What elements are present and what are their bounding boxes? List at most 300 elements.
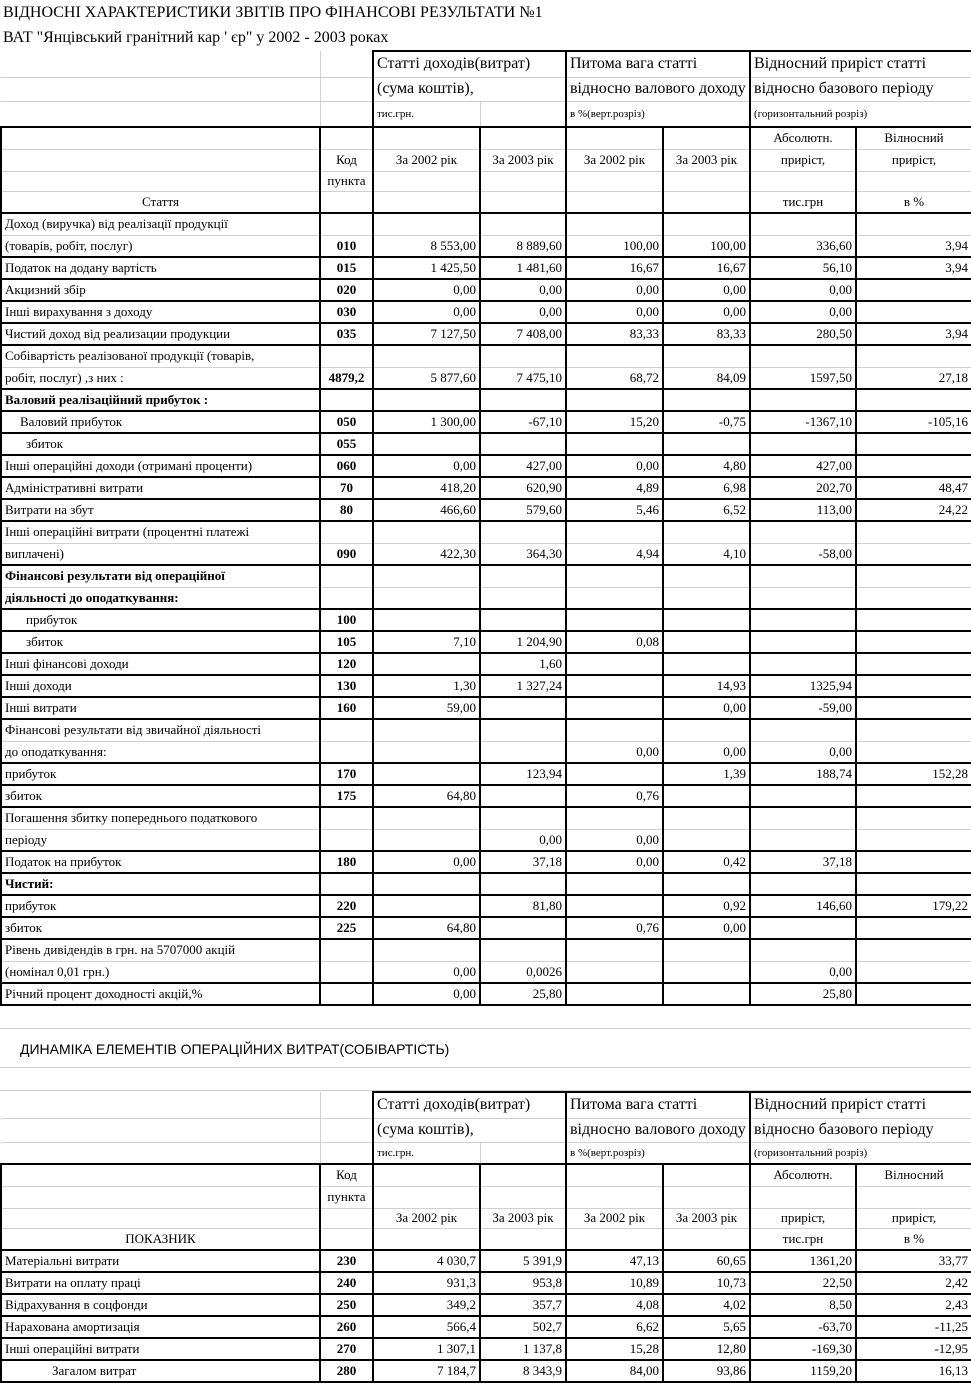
cell-code xyxy=(320,587,373,609)
cell-rel xyxy=(856,543,971,565)
table-body xyxy=(1,213,971,1005)
col-share-2003-header: За 2003 рік xyxy=(663,149,750,171)
cell-code: 80 xyxy=(320,499,373,521)
cell-s2003: 93,86 xyxy=(663,1360,750,1382)
cell-s2002: 0,00 xyxy=(566,455,663,477)
row-label: Інші витрати xyxy=(1,697,320,719)
table-row xyxy=(1,785,971,807)
cell-v2003: 427,00 xyxy=(480,455,566,477)
cell-code: 4879,2 xyxy=(320,367,373,389)
cell-v2003: -67,10 xyxy=(480,411,566,433)
table-row-cont xyxy=(1,829,971,851)
cell-s2003: 100,00 xyxy=(663,235,750,257)
cell-abs: 1597,50 xyxy=(750,367,856,389)
cell-code xyxy=(320,983,373,1005)
cell-v2003: 1,60 xyxy=(480,653,566,675)
cell-rel xyxy=(856,785,971,807)
table-row-cont xyxy=(1,961,971,983)
financial-results-table xyxy=(0,50,971,1006)
row-label: Нарахована амортизація xyxy=(1,1316,320,1338)
s2-item-header: ПОКАЗНИК xyxy=(1,1228,320,1250)
cell-s2003 xyxy=(663,983,750,1005)
cell-s2002: 0,08 xyxy=(566,631,663,653)
cell-s2002 xyxy=(566,653,663,675)
s2-growth-unit: (горизонтальний розріз) xyxy=(750,1142,971,1164)
cell-v2002: 1 300,00 xyxy=(373,411,480,433)
cell-v2003: 0,0026 xyxy=(480,961,566,983)
cell-abs: 0,00 xyxy=(750,301,856,323)
table-row xyxy=(1,345,971,367)
cell-v2002: 349,2 xyxy=(373,1294,480,1316)
cell-rel xyxy=(856,697,971,719)
row-label: Рівень дивідендів в грн. на 5707000 акцій xyxy=(1,939,320,961)
s2-rel-growth-header-3: в % xyxy=(856,1228,971,1250)
rel-growth-header-1: Вілносний xyxy=(856,127,971,149)
cell-v2002: 466,60 xyxy=(373,499,480,521)
cell-s2002 xyxy=(566,675,663,697)
cell-rel: 24,22 xyxy=(856,499,971,521)
cell-code: 160 xyxy=(320,697,373,719)
cell-v2003: 8 343,9 xyxy=(480,1360,566,1382)
s2-rel-growth-header-2: приріст, xyxy=(856,1208,971,1228)
row-label-cont: діяльності до оподаткування: xyxy=(1,587,320,609)
cell-s2003 xyxy=(663,587,750,609)
cell-s2003: 1,39 xyxy=(663,763,750,785)
row-label: збиток xyxy=(1,433,320,455)
cell-abs: -58,00 xyxy=(750,543,856,565)
cell-s2003: 6,52 xyxy=(663,499,750,521)
s2-articles-header: Статті доходів(витрат) xyxy=(373,1092,566,1118)
rel-growth-header-3: в % xyxy=(856,191,971,213)
cell-v2003: 502,7 xyxy=(480,1316,566,1338)
cell-abs xyxy=(750,433,856,455)
cell-v2003: 1 327,24 xyxy=(480,675,566,697)
s2-growth-header: Відносний приріст статті xyxy=(750,1092,971,1118)
row-label: Інші операційні витрати (процентні платежі xyxy=(1,521,320,543)
cell-s2003 xyxy=(663,873,750,895)
cell-v2002: 1,30 xyxy=(373,675,480,697)
cell-rel: 16,13 xyxy=(856,1360,971,1382)
table-row xyxy=(1,301,971,323)
row-label: Погашення збитку попереднього податкового xyxy=(1,807,320,829)
growth-header: Відносний приріст статті xyxy=(750,51,971,77)
cell-rel xyxy=(856,631,971,653)
table-row xyxy=(1,917,971,939)
cell-rel: -105,16 xyxy=(856,411,971,433)
abs-growth-header-3: тис.грн xyxy=(750,191,856,213)
cell-s2003: 0,00 xyxy=(663,917,750,939)
cell-rel: 3,94 xyxy=(856,235,971,257)
cell-s2002: 0,76 xyxy=(566,917,663,939)
cell-code: 015 xyxy=(320,257,373,279)
cell-v2002: 64,80 xyxy=(373,785,480,807)
row-label: Валовий реалізаційний прибуток : xyxy=(1,389,320,411)
table-row xyxy=(1,477,971,499)
row-label: Інші фінансові доходи xyxy=(1,653,320,675)
row-label: Чистий доход від реализации продукции xyxy=(1,323,320,345)
cell-s2003: 0,92 xyxy=(663,895,750,917)
cell-v2002: 1 425,50 xyxy=(373,257,480,279)
articles-subheader: (сума коштів), xyxy=(373,77,566,101)
s2-abs-growth-header-3: тис.грн xyxy=(750,1228,856,1250)
cell-v2003 xyxy=(480,785,566,807)
col-2002-header: За 2002 рік xyxy=(373,149,480,171)
table-row xyxy=(1,1250,971,1272)
cell-v2003 xyxy=(480,433,566,455)
cell-s2002: 0,00 xyxy=(566,851,663,873)
cell-s2002: 84,00 xyxy=(566,1360,663,1382)
cell-abs xyxy=(750,829,856,851)
report-subtitle: ВАТ "Янцівський гранітний кар ' єр" у 2002 - 2003 роках xyxy=(3,29,389,46)
row-label: Інші вирахування з доходу xyxy=(1,301,320,323)
cell-s2002: 47,13 xyxy=(566,1250,663,1272)
cell-code: 250 xyxy=(320,1294,373,1316)
s2-code-header-2: пункта xyxy=(320,1186,373,1208)
table-row xyxy=(1,257,971,279)
cell-s2002: 15,20 xyxy=(566,411,663,433)
row-label: Собівартість реалізованої продукції (товарів, xyxy=(1,345,320,367)
cell-v2003: 953,8 xyxy=(480,1272,566,1294)
table-row xyxy=(1,521,971,543)
row-label-cont: робіт, послуг) ,з них : xyxy=(1,367,320,389)
row-label: Податок на додану вартість xyxy=(1,257,320,279)
cell-code xyxy=(320,741,373,763)
report-title: ВІДНОСНІ ХАРАКТЕРИСТИКИ ЗВІТІВ ПРО ФІНАНСОВІ РЕЗУЛЬТАТИ №1 xyxy=(3,4,543,21)
cell-s2002 xyxy=(566,609,663,631)
cell-abs: 37,18 xyxy=(750,851,856,873)
s2-share-header: Питома вага статті xyxy=(566,1092,750,1118)
row-label: прибуток xyxy=(1,763,320,785)
cell-abs: -1367,10 xyxy=(750,411,856,433)
cell-rel: 2,42 xyxy=(856,1272,971,1294)
cell-rel xyxy=(856,829,971,851)
cell-abs: -63,70 xyxy=(750,1316,856,1338)
cell-rel: 48,47 xyxy=(856,477,971,499)
cell-code: 050 xyxy=(320,411,373,433)
share-header: Питома вага статті xyxy=(566,51,750,77)
cell-v2002 xyxy=(373,873,480,895)
code-header-1: Код xyxy=(320,149,373,171)
cell-v2003 xyxy=(480,609,566,631)
cell-s2003 xyxy=(663,653,750,675)
cell-v2003 xyxy=(480,587,566,609)
code-header-2: пункта xyxy=(320,171,373,191)
row-label: Загалом витрат xyxy=(1,1360,320,1382)
cell-abs: 22,50 xyxy=(750,1272,856,1294)
cell-v2002: 0,00 xyxy=(373,279,480,301)
cell-abs xyxy=(750,389,856,411)
share-unit: в %(верт.розріз) xyxy=(566,101,750,127)
table-row xyxy=(1,455,971,477)
cell-code: 090 xyxy=(320,543,373,565)
cell-code: 030 xyxy=(320,301,373,323)
cell-s2002: 15,28 xyxy=(566,1338,663,1360)
table-row xyxy=(1,763,971,785)
cell-v2003 xyxy=(480,873,566,895)
table-row xyxy=(1,873,971,895)
s2-col-share-2003-header: За 2003 рік xyxy=(663,1208,750,1228)
row-label: Чистий: xyxy=(1,873,320,895)
table-row xyxy=(1,433,971,455)
cell-rel: 179,22 xyxy=(856,895,971,917)
cell-code: 100 xyxy=(320,609,373,631)
row-label: Інші операційні витрати xyxy=(1,1338,320,1360)
cell-s2003: 0,00 xyxy=(663,279,750,301)
cell-code: 105 xyxy=(320,631,373,653)
row-label: збиток xyxy=(1,917,320,939)
s2-col-2002-header: За 2002 рік xyxy=(373,1208,480,1228)
cell-s2003: 12,80 xyxy=(663,1338,750,1360)
cell-v2002 xyxy=(373,389,480,411)
cell-v2003: 8 889,60 xyxy=(480,235,566,257)
cell-code: 055 xyxy=(320,433,373,455)
row-label: Річний процент доходності акцій,% xyxy=(1,983,320,1005)
cell-v2002: 566,4 xyxy=(373,1316,480,1338)
cell-v2002 xyxy=(373,433,480,455)
s2-col-2003-header: За 2003 рік xyxy=(480,1208,566,1228)
cell-s2003: -0,75 xyxy=(663,411,750,433)
cell-code: 70 xyxy=(320,477,373,499)
cell-s2002 xyxy=(566,895,663,917)
cell-s2003 xyxy=(663,389,750,411)
cell-s2003: 0,42 xyxy=(663,851,750,873)
cell-s2003: 0,00 xyxy=(663,301,750,323)
cell-abs: 25,80 xyxy=(750,983,856,1005)
cell-v2002: 422,30 xyxy=(373,543,480,565)
cell-s2002 xyxy=(566,983,663,1005)
table-row xyxy=(1,411,971,433)
cell-abs: 113,00 xyxy=(750,499,856,521)
table-row xyxy=(1,323,971,345)
growth-subheader: відносно базового періоду xyxy=(750,77,971,101)
cell-abs: 280,50 xyxy=(750,323,856,345)
cell-abs: 146,60 xyxy=(750,895,856,917)
cell-v2002 xyxy=(373,741,480,763)
cell-v2003: 123,94 xyxy=(480,763,566,785)
cell-v2003 xyxy=(480,917,566,939)
table-row xyxy=(1,609,971,631)
cell-s2003: 6,98 xyxy=(663,477,750,499)
cell-s2003: 84,09 xyxy=(663,367,750,389)
cell-s2002: 68,72 xyxy=(566,367,663,389)
table-row-cont xyxy=(1,543,971,565)
table-row xyxy=(1,653,971,675)
cell-v2002 xyxy=(373,609,480,631)
table-row xyxy=(1,565,971,587)
cell-s2002: 0,00 xyxy=(566,741,663,763)
cell-code: 130 xyxy=(320,675,373,697)
cell-abs: -169,30 xyxy=(750,1338,856,1360)
cell-s2002: 6,62 xyxy=(566,1316,663,1338)
articles-header: Статті доходів(витрат) xyxy=(373,51,566,77)
row-label-cont: (товарів, робіт, послуг) xyxy=(1,235,320,257)
cell-s2003 xyxy=(663,609,750,631)
cell-rel: 3,94 xyxy=(856,323,971,345)
row-label: Матеріальні витрати xyxy=(1,1250,320,1272)
cell-s2003: 4,80 xyxy=(663,455,750,477)
cell-v2002: 0,00 xyxy=(373,301,480,323)
s2-share-subheader: відносно валового доходу xyxy=(566,1118,750,1142)
cell-v2002 xyxy=(373,653,480,675)
row-label: Інші операційні доходи (отримані проценти) xyxy=(1,455,320,477)
cell-code: 020 xyxy=(320,279,373,301)
row-label: Фінансові результати від звичайної діяльності xyxy=(1,719,320,741)
row-label: Відрахування в соцфонди xyxy=(1,1294,320,1316)
cell-abs xyxy=(750,609,856,631)
cell-v2002: 0,00 xyxy=(373,983,480,1005)
cell-v2002: 4 030,7 xyxy=(373,1250,480,1272)
cell-v2003: 0,00 xyxy=(480,279,566,301)
col-2003-header: За 2003 рік xyxy=(480,149,566,171)
cell-rel xyxy=(856,983,971,1005)
table-row xyxy=(1,279,971,301)
cell-s2003: 16,67 xyxy=(663,257,750,279)
cell-code xyxy=(320,961,373,983)
cell-s2003: 10,73 xyxy=(663,1272,750,1294)
cell-code: 170 xyxy=(320,763,373,785)
cell-v2002 xyxy=(373,895,480,917)
cell-abs xyxy=(750,785,856,807)
cell-s2003: 14,93 xyxy=(663,675,750,697)
cell-code xyxy=(320,389,373,411)
table-row xyxy=(1,213,971,235)
table-row xyxy=(1,807,971,829)
table-row-cont xyxy=(1,235,971,257)
cell-code: 280 xyxy=(320,1360,373,1382)
cell-rel xyxy=(856,873,971,895)
cell-rel xyxy=(856,741,971,763)
cell-v2002: 931,3 xyxy=(373,1272,480,1294)
cell-v2002: 1 307,1 xyxy=(373,1338,480,1360)
table-row xyxy=(1,1316,971,1338)
share-subheader: відносно валового доходу xyxy=(566,77,750,101)
cell-rel xyxy=(856,279,971,301)
cell-rel xyxy=(856,455,971,477)
cell-v2003 xyxy=(480,697,566,719)
cell-code: 035 xyxy=(320,323,373,345)
row-label-cont: виплачені) xyxy=(1,543,320,565)
cell-rel: 27,18 xyxy=(856,367,971,389)
cell-rel xyxy=(856,653,971,675)
cell-rel xyxy=(856,587,971,609)
cell-v2002: 7,10 xyxy=(373,631,480,653)
table-row xyxy=(1,1294,971,1316)
cell-abs: 0,00 xyxy=(750,279,856,301)
cell-abs: 188,74 xyxy=(750,763,856,785)
cell-s2002 xyxy=(566,961,663,983)
cell-v2003: 364,30 xyxy=(480,543,566,565)
cell-v2003: 1 204,90 xyxy=(480,631,566,653)
cell-v2003: 81,80 xyxy=(480,895,566,917)
cell-code: 010 xyxy=(320,235,373,257)
cell-code: 060 xyxy=(320,455,373,477)
cell-abs xyxy=(750,917,856,939)
articles-unit: тис.грн. xyxy=(373,101,480,127)
cell-v2003 xyxy=(480,741,566,763)
cell-rel xyxy=(856,609,971,631)
row-label: Адміністративні витрати xyxy=(1,477,320,499)
cell-s2002: 0,00 xyxy=(566,279,663,301)
cell-abs xyxy=(750,587,856,609)
cell-abs: 1159,20 xyxy=(750,1360,856,1382)
cell-v2003: 0,00 xyxy=(480,301,566,323)
cell-rel: 2,43 xyxy=(856,1294,971,1316)
cell-v2003: 37,18 xyxy=(480,851,566,873)
table-row xyxy=(1,675,971,697)
cell-abs: 202,70 xyxy=(750,477,856,499)
cell-code: 120 xyxy=(320,653,373,675)
cell-v2002: 0,00 xyxy=(373,455,480,477)
s2-abs-growth-header-2: приріст, xyxy=(750,1208,856,1228)
cell-s2003 xyxy=(663,433,750,455)
cell-code: 270 xyxy=(320,1338,373,1360)
abs-growth-header-1: Абсолютн. xyxy=(750,127,856,149)
section2-title: ДИНАМІКА ЕЛЕМЕНТІВ ОПЕРАЦІЙНИХ ВИТРАТ(СОБІВАРТІСТЬ) xyxy=(0,1029,971,1068)
cell-s2003: 60,65 xyxy=(663,1250,750,1272)
cell-abs xyxy=(750,873,856,895)
cell-abs: -59,00 xyxy=(750,697,856,719)
cell-v2003: 620,90 xyxy=(480,477,566,499)
table-header xyxy=(1,51,971,213)
table-row xyxy=(1,389,971,411)
cell-s2003: 4,02 xyxy=(663,1294,750,1316)
row-label-cont: періоду xyxy=(1,829,320,851)
section2-header xyxy=(1,1092,971,1250)
s2-articles-subheader: (сума коштів), xyxy=(373,1118,566,1142)
cell-code: 180 xyxy=(320,851,373,873)
cell-code: 225 xyxy=(320,917,373,939)
cell-v2002: 418,20 xyxy=(373,477,480,499)
row-label: Акцизний збір xyxy=(1,279,320,301)
cell-code xyxy=(320,873,373,895)
rel-growth-header-2: приріст, xyxy=(856,149,971,171)
cell-code: 260 xyxy=(320,1316,373,1338)
cell-s2003: 0,00 xyxy=(663,697,750,719)
cell-s2003 xyxy=(663,829,750,851)
cell-abs xyxy=(750,653,856,675)
cell-s2002: 5,46 xyxy=(566,499,663,521)
cell-s2003: 0,00 xyxy=(663,741,750,763)
row-label: прибуток xyxy=(1,895,320,917)
cell-v2003: 1 137,8 xyxy=(480,1338,566,1360)
cell-abs: 427,00 xyxy=(750,455,856,477)
s2-abs-growth-header-1: Абсолютн. xyxy=(750,1164,856,1186)
cell-s2003 xyxy=(663,961,750,983)
cell-s2003: 83,33 xyxy=(663,323,750,345)
abs-growth-header-2: приріст, xyxy=(750,149,856,171)
table-row xyxy=(1,499,971,521)
s2-rel-growth-header-1: Вілносний xyxy=(856,1164,971,1186)
cell-abs: 0,00 xyxy=(750,741,856,763)
s2-code-header-1: Код xyxy=(320,1164,373,1186)
table-row-cont xyxy=(1,587,971,609)
cell-v2002: 8 553,00 xyxy=(373,235,480,257)
cell-v2002 xyxy=(373,829,480,851)
cell-v2002: 64,80 xyxy=(373,917,480,939)
table-row-cont xyxy=(1,367,971,389)
cell-rel xyxy=(856,851,971,873)
table-row xyxy=(1,983,971,1005)
s2-share-unit: в %(верт.розріз) xyxy=(566,1142,750,1164)
cell-rel: 152,28 xyxy=(856,763,971,785)
cell-rel xyxy=(856,301,971,323)
cell-rel xyxy=(856,917,971,939)
row-label: Витрати на збут xyxy=(1,499,320,521)
cell-s2002 xyxy=(566,587,663,609)
cell-s2002 xyxy=(566,389,663,411)
cell-s2002: 0,00 xyxy=(566,301,663,323)
cell-s2002: 16,67 xyxy=(566,257,663,279)
